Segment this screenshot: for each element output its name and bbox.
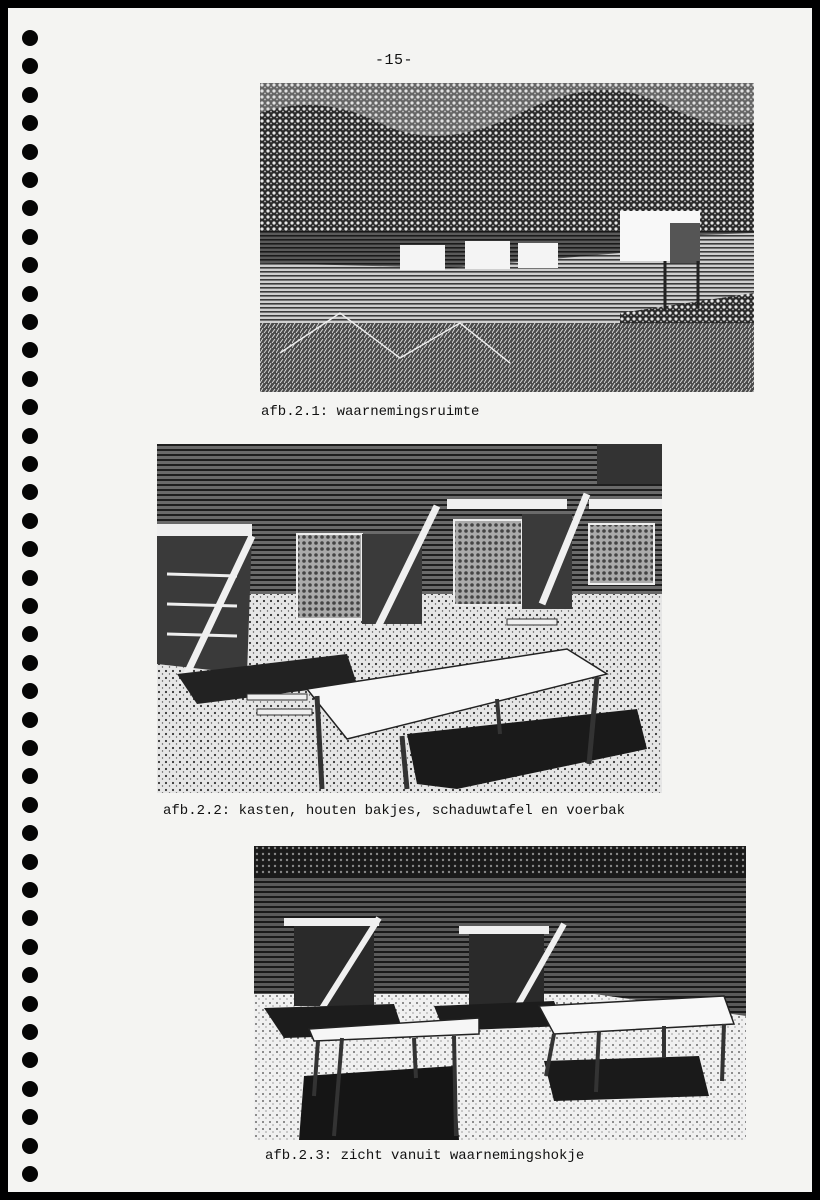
binding-hole	[22, 1138, 38, 1154]
binding-hole	[22, 797, 38, 813]
binding-hole	[22, 286, 38, 302]
binding-hole	[22, 428, 38, 444]
binding-hole	[22, 768, 38, 784]
binding-hole	[22, 257, 38, 273]
binding-hole	[22, 200, 38, 216]
binding-hole	[22, 967, 38, 983]
document-page	[8, 8, 812, 1192]
binding-hole	[22, 342, 38, 358]
binding-hole	[22, 30, 38, 46]
page-number: -15-	[375, 52, 414, 69]
caption-figure-2: afb.2.2: kasten, houten bakjes, schaduwtafel en voerbak	[163, 803, 626, 819]
binding-hole	[22, 910, 38, 926]
binding-hole	[22, 456, 38, 472]
binding-hole	[22, 996, 38, 1012]
binding-hole	[22, 115, 38, 131]
binding-hole	[22, 144, 38, 160]
binding-hole	[22, 683, 38, 699]
binding-hole	[22, 484, 38, 500]
photo-observation-area	[260, 83, 754, 392]
binding-hole	[22, 598, 38, 614]
binding-hole	[22, 740, 38, 756]
binding-hole	[22, 1109, 38, 1125]
binding-hole	[22, 1024, 38, 1040]
binding-hole	[22, 570, 38, 586]
photo-view-from-hut	[254, 846, 746, 1140]
binding-hole	[22, 1052, 38, 1068]
caption-figure-1: afb.2.1: waarnemingsruimte	[261, 404, 480, 420]
binding-hole	[22, 58, 38, 74]
binding-hole	[22, 712, 38, 728]
binding-hole	[22, 399, 38, 415]
binding-hole	[22, 939, 38, 955]
binding-hole	[22, 541, 38, 557]
binding-hole	[22, 1081, 38, 1097]
binding-hole	[22, 513, 38, 529]
photo-boxes-and-shade-table	[157, 444, 662, 793]
binding-hole	[22, 854, 38, 870]
binding-hole	[22, 371, 38, 387]
binding-hole	[22, 882, 38, 898]
binding-hole	[22, 229, 38, 245]
binding-hole	[22, 314, 38, 330]
caption-figure-3: afb.2.3: zicht vanuit waarnemingshokje	[265, 1148, 585, 1164]
binding-hole	[22, 1166, 38, 1182]
binding-hole	[22, 172, 38, 188]
binding-hole	[22, 87, 38, 103]
binding-hole	[22, 655, 38, 671]
binding-hole	[22, 626, 38, 642]
binding-hole	[22, 825, 38, 841]
